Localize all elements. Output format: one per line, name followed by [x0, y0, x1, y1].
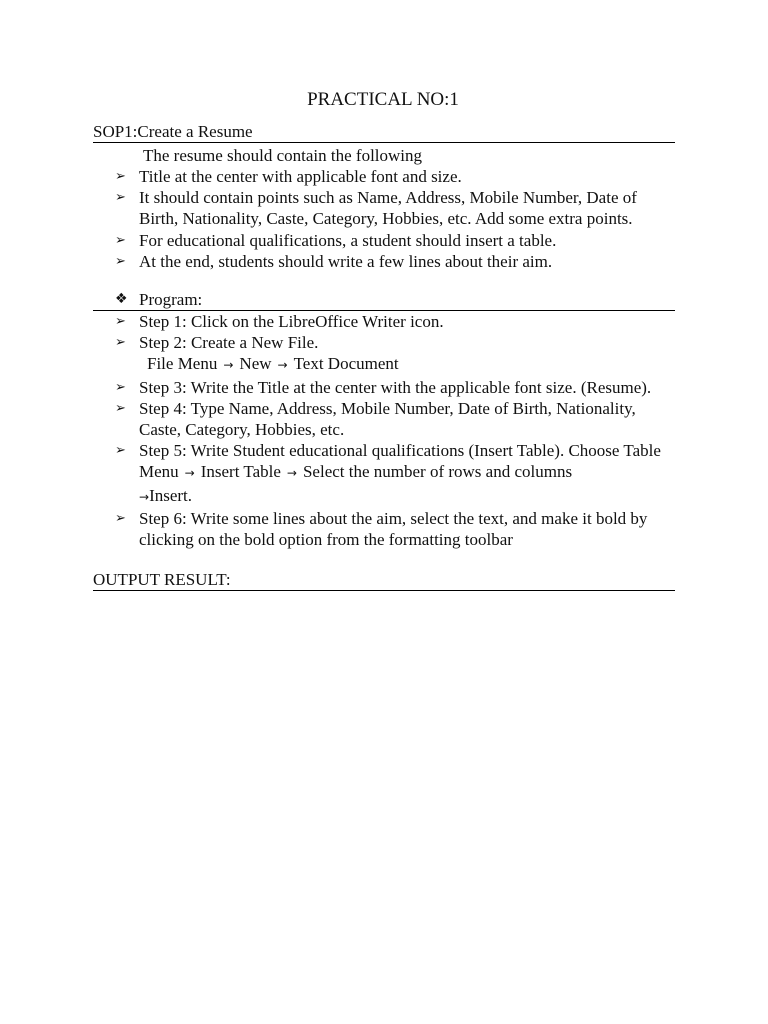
program-heading-text: Program: — [139, 290, 203, 310]
arrowhead-bullet-icon: ➢ — [115, 314, 126, 330]
diamond-bullet-icon: ❖ — [115, 291, 128, 308]
right-arrow-icon: → — [223, 358, 234, 373]
menu-path-new: New — [239, 354, 272, 374]
arrowhead-bullet-icon: ➢ — [115, 190, 126, 206]
arrowhead-bullet-icon: ➢ — [115, 400, 126, 416]
document-page — [93, 88, 675, 591]
list-item — [93, 377, 675, 398]
menu-path-file: File Menu — [147, 354, 218, 374]
arrowhead-bullet-icon: ➢ — [115, 232, 126, 248]
steps-list — [93, 311, 675, 353]
step-5-end: Insert. — [149, 485, 193, 505]
step-2-text: Step 2: Create a New File. — [139, 333, 319, 353]
requirement-text: Title at the center with applicable font and size. — [139, 167, 462, 186]
list-item — [93, 440, 675, 508]
arrowhead-bullet-icon: ➢ — [115, 443, 126, 459]
step-1-text: Step 1: Click on the LibreOffice Writer icon. — [139, 312, 444, 332]
right-arrow-icon: → — [139, 489, 150, 504]
requirement-text: It should contain points such as Name, Address, Mobile Number, Date of Birth, Nationality, Caste, Category, Hobbies, etc. Add some extra points. — [139, 188, 637, 229]
requirements-list — [93, 166, 675, 272]
list-item — [93, 398, 675, 440]
menu-path-table: Table Menu — [139, 441, 661, 482]
list-item — [93, 332, 675, 353]
menu-path-insert-table: Insert Table — [200, 462, 281, 482]
list-item — [93, 251, 675, 272]
list-item — [93, 166, 675, 187]
right-arrow-icon: → — [184, 466, 195, 481]
arrowhead-bullet-icon: ➢ — [115, 169, 126, 184]
arrowhead-bullet-icon: ➢ — [115, 335, 126, 351]
intro-text: The resume should contain the following — [143, 146, 423, 165]
program-heading — [93, 289, 675, 311]
arrowhead-bullet-icon: ➢ — [115, 253, 126, 269]
step-6-text: Step 6: Write some lines about the aim, select the text, and make it bold by clicking on the bold option from the formatting toolbar — [139, 508, 648, 550]
right-arrow-icon: → — [286, 466, 297, 481]
step-4-text: Step 4: Type Name, Address, Mobile Number, Date of Birth, Nationality, Caste, Category, Hobbies, etc. — [139, 398, 636, 440]
step-3-text: Step 3: Write the Title at the center with the applicable font size. (Resume). — [139, 377, 652, 397]
menu-path-select-rows: Select the number of rows and columns — [302, 462, 573, 482]
step-5-lead: Step 5: Write Student educational qualifications (Insert Table). Choose — [139, 441, 620, 461]
requirement-text: For educational qualifications, a student should insert a table. — [139, 230, 557, 250]
step-5-text — [139, 441, 661, 504]
list-item — [93, 508, 675, 550]
menu-path-text-document: Text Document — [293, 354, 399, 374]
arrowhead-bullet-icon: ➢ — [115, 379, 126, 395]
list-item — [93, 187, 675, 229]
list-item — [93, 311, 675, 332]
steps-list-continued — [93, 377, 675, 551]
step-2-menu-path — [93, 353, 675, 376]
right-arrow-icon: → — [277, 358, 288, 373]
output-result-heading: OUTPUT RESULT: — [93, 569, 675, 591]
list-item — [93, 230, 675, 251]
page-title: PRACTICAL NO:1 — [307, 89, 459, 110]
requirement-text: At the end, students should write a few lines about their aim. — [139, 251, 553, 271]
arrowhead-bullet-icon: ➢ — [115, 510, 126, 526]
sop-heading: SOP1:Create a Resume — [93, 121, 675, 143]
